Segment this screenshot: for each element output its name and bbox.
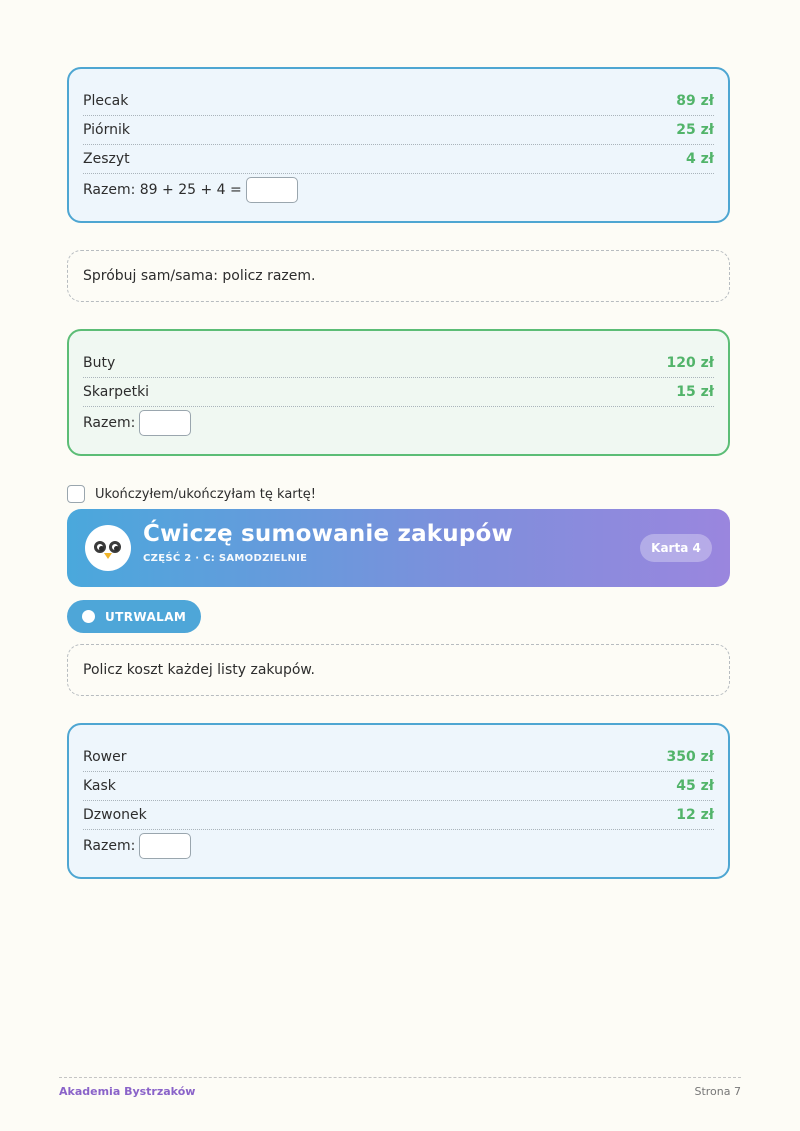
item-price: 25 zł: [676, 122, 714, 138]
page-number: Strona 7: [694, 1085, 741, 1098]
item-name: Zeszyt: [83, 151, 130, 167]
item-name: Buty: [83, 355, 116, 371]
item-name: Kask: [83, 778, 116, 794]
footer-brand: Akademia Bystrzaków: [59, 1085, 196, 1098]
item-price: 4 zł: [686, 151, 714, 167]
item-price: 45 zł: [676, 778, 714, 794]
list-item: [83, 349, 714, 378]
section-pill: [67, 600, 201, 633]
list-item: [83, 87, 714, 116]
item-price: 120 zł: [666, 355, 714, 371]
total-row: [83, 832, 191, 860]
card-number-badge: Karta 4: [640, 534, 712, 562]
list-item: [83, 378, 714, 407]
dot-icon: [82, 610, 95, 623]
completion-label: Ukończyłem/ukończyłam tę kartę!: [95, 486, 316, 502]
list-item: [83, 801, 714, 830]
item-name: Skarpetki: [83, 384, 150, 400]
completion-check[interactable]: [67, 485, 316, 503]
banner-title: Ćwiczę sumowanie zakupów: [143, 521, 513, 547]
item-name: Dzwonek: [83, 807, 147, 823]
completion-checkbox[interactable]: [67, 485, 85, 503]
item-price: 15 zł: [676, 384, 714, 400]
shopping-list-card-3: [67, 723, 730, 879]
total-row: [83, 176, 298, 204]
instruction-box: Spróbuj sam/sama: policz razem.: [67, 250, 730, 302]
item-price: 350 zł: [666, 749, 714, 765]
total-label: Razem: 89 + 25 + 4 =: [83, 182, 242, 198]
total-label: Razem:: [83, 415, 136, 431]
instruction-box: Policz koszt każdej listy zakupów.: [67, 644, 730, 696]
item-name: Piórnik: [83, 122, 130, 138]
item-price: 89 zł: [676, 93, 714, 109]
item-name: Rower: [83, 749, 127, 765]
shopping-list-card-2: [67, 329, 730, 456]
list-item: [83, 116, 714, 145]
list-item: [83, 145, 714, 174]
section-banner: [67, 509, 730, 587]
list-item: [83, 772, 714, 801]
shopping-list-card-1: [67, 67, 730, 223]
item-price: 12 zł: [676, 807, 714, 823]
item-name: Plecak: [83, 93, 129, 109]
owl-icon: [85, 525, 131, 571]
footer-divider: [59, 1077, 741, 1078]
answer-input[interactable]: [139, 410, 191, 436]
banner-subtitle: CZĘŚĆ 2 · C: SAMODZIELNIE: [143, 553, 308, 564]
answer-input[interactable]: [139, 833, 191, 859]
total-label: Razem:: [83, 838, 136, 854]
total-row: [83, 409, 191, 437]
list-item: [83, 743, 714, 772]
answer-input[interactable]: [246, 177, 298, 203]
section-pill-label: UTRWALAM: [105, 609, 187, 624]
